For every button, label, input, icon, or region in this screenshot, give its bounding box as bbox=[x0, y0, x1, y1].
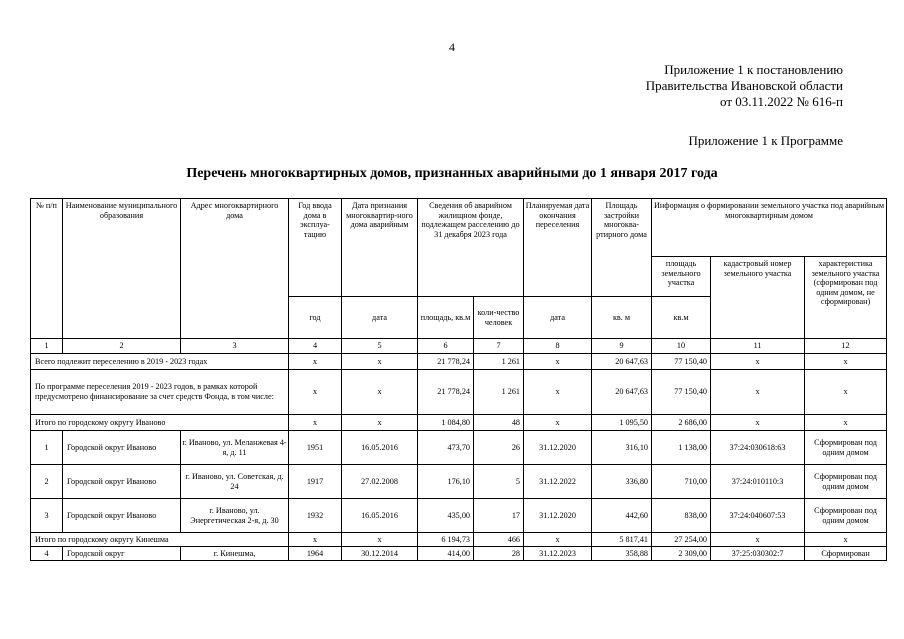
cell-year: х bbox=[289, 370, 342, 415]
col-header-mo: Наименование муниципального образования bbox=[63, 199, 181, 339]
summary-label: Всего подлежит переселению в 2019 - 2023 годах bbox=[31, 354, 289, 370]
document-title: Перечень многоквартирных домов, признанных аварийными до 1 января 2017 года bbox=[186, 166, 718, 181]
cell-year: х bbox=[289, 415, 342, 431]
unit-date: дата bbox=[342, 297, 418, 339]
column-number: 10 bbox=[652, 339, 711, 354]
cell-date: 30.12.2014 bbox=[342, 547, 418, 561]
cell-people: 466 bbox=[474, 533, 524, 547]
cell-building-area: 5 817,41 bbox=[592, 533, 652, 547]
cell-land-area: 77 150,40 bbox=[652, 354, 711, 370]
cell-end-date: 31.12.2020 bbox=[524, 431, 592, 465]
column-number: 4 bbox=[289, 339, 342, 354]
summary-row-ivanovo bbox=[31, 415, 887, 431]
cell-area: 21 778,24 bbox=[418, 370, 474, 415]
cell-land-char: х bbox=[805, 354, 887, 370]
cell-mo: Городской округ Иваново bbox=[63, 431, 181, 465]
column-number: 12 bbox=[805, 339, 887, 354]
page-number: 4 bbox=[449, 40, 455, 54]
cell-cadastral: х bbox=[711, 370, 805, 415]
col-header-land-area: площадь земельного участка bbox=[652, 257, 711, 297]
program-appendix: Приложение 1 к Программе bbox=[688, 133, 843, 148]
cell-cadastral: 37:24:040607:53 bbox=[711, 499, 805, 533]
summary-row-total bbox=[31, 354, 887, 370]
cell-land-char: х bbox=[805, 415, 887, 431]
col-header-fund: Сведения об аварийном жилищном фонде, подлежащем расселению до 31 декабря 2023 года bbox=[418, 199, 524, 297]
cell-num: 4 bbox=[31, 547, 63, 561]
cell-people: 26 bbox=[474, 431, 524, 465]
col-header-land-char: характеристика земельного участка (сформирован под одним домом, не сформирован) bbox=[805, 257, 887, 339]
cell-num: 2 bbox=[31, 465, 63, 499]
table-row bbox=[31, 547, 887, 561]
cell-building-area: 442,60 bbox=[592, 499, 652, 533]
cell-end-date: х bbox=[524, 354, 592, 370]
cell-land-char: Сформирован bbox=[805, 547, 887, 561]
column-number: 6 bbox=[418, 339, 474, 354]
cell-num: 3 bbox=[31, 499, 63, 533]
unit-land-area: кв.м bbox=[652, 297, 711, 339]
summary-label: Итого по городскому округу Иваново bbox=[31, 415, 289, 431]
cell-building-area: 20 647,63 bbox=[592, 370, 652, 415]
cell-area: 414,00 bbox=[418, 547, 474, 561]
summary-row-program bbox=[31, 370, 887, 415]
cell-date: 16.05.2016 bbox=[342, 499, 418, 533]
cell-num: 1 bbox=[31, 431, 63, 465]
cell-address: г. Иваново, ул. Меланжевая 4-я, д. 11 bbox=[181, 431, 289, 465]
cell-end-date: х bbox=[524, 533, 592, 547]
cell-people: 1 261 bbox=[474, 370, 524, 415]
cell-people: 17 bbox=[474, 499, 524, 533]
cell-people: 5 bbox=[474, 465, 524, 499]
table-row bbox=[31, 499, 887, 533]
cell-people: 48 bbox=[474, 415, 524, 431]
cell-land-char: х bbox=[805, 370, 887, 415]
cell-building-area: 316,10 bbox=[592, 431, 652, 465]
cell-mo: Городской округ bbox=[63, 547, 181, 561]
cell-people: 28 bbox=[474, 547, 524, 561]
column-number: 7 bbox=[474, 339, 524, 354]
column-number: 11 bbox=[711, 339, 805, 354]
cell-end-date: х bbox=[524, 370, 592, 415]
cell-cadastral: 37:25:030302:7 bbox=[711, 547, 805, 561]
cell-building-area: 358,88 bbox=[592, 547, 652, 561]
col-header-num: № п/п bbox=[31, 199, 63, 339]
cell-end-date: 31.12.2022 bbox=[524, 465, 592, 499]
unit-area: площадь, кв.м bbox=[418, 297, 474, 339]
col-header-building-area: Площадь застройки многоква-ртирного дома bbox=[592, 199, 652, 297]
cell-cadastral: х bbox=[711, 354, 805, 370]
cell-area: 435,00 bbox=[418, 499, 474, 533]
cell-date: х bbox=[342, 415, 418, 431]
cell-area: 176,10 bbox=[418, 465, 474, 499]
cell-area: 473,70 bbox=[418, 431, 474, 465]
cell-land-char: х bbox=[805, 533, 887, 547]
cell-date: х bbox=[342, 533, 418, 547]
cell-year: 1951 bbox=[289, 431, 342, 465]
cell-address: г. Иваново, ул. Советская, д. 24 bbox=[181, 465, 289, 499]
cell-land-area: 27 254,00 bbox=[652, 533, 711, 547]
cell-building-area: 1 095,50 bbox=[592, 415, 652, 431]
summary-label: Итого по городскому округу Кинешма bbox=[31, 533, 289, 547]
header-row-1 bbox=[31, 199, 887, 257]
unit-people: коли-чество человек bbox=[474, 297, 524, 339]
col-header-date: Дата признания многоквартир-ного дома аварийным bbox=[342, 199, 418, 297]
cell-land-char: Сформирован под одним домом bbox=[805, 465, 887, 499]
cell-land-area: 838,00 bbox=[652, 499, 711, 533]
cell-land-area: 77 150,40 bbox=[652, 370, 711, 415]
cell-year: 1932 bbox=[289, 499, 342, 533]
cell-building-area: 20 647,63 bbox=[592, 354, 652, 370]
cell-cadastral: х bbox=[711, 415, 805, 431]
col-header-year: Год ввода дома в эксплуа-тацию bbox=[289, 199, 342, 297]
houses-table bbox=[30, 198, 887, 561]
table-row bbox=[31, 431, 887, 465]
header-line-2: Правительства Ивановской области bbox=[645, 78, 843, 93]
cell-date: х bbox=[342, 370, 418, 415]
cell-address: г. Иваново, ул. Энергетическая 2-я, д. 30 bbox=[181, 499, 289, 533]
unit-building-area: кв. м bbox=[592, 297, 652, 339]
cell-people: 1 261 bbox=[474, 354, 524, 370]
column-number: 2 bbox=[63, 339, 181, 354]
cell-area: 6 194,73 bbox=[418, 533, 474, 547]
cell-date: 27.02.2008 bbox=[342, 465, 418, 499]
cell-year: 1917 bbox=[289, 465, 342, 499]
summary-row-kineshma bbox=[31, 533, 887, 547]
cell-end-date: х bbox=[524, 415, 592, 431]
summary-label: По программе переселения 2019 - 2023 годов, в рамках которой предусмотрено финансирование за счет средств Фонда, в том числе: bbox=[31, 370, 289, 415]
column-number: 3 bbox=[181, 339, 289, 354]
header-line-3: от 03.11.2022 № 616-п bbox=[720, 94, 843, 109]
cell-end-date: 31.12.2023 bbox=[524, 547, 592, 561]
cell-land-area: 1 138,00 bbox=[652, 431, 711, 465]
cell-address: г. Кинешма, bbox=[181, 547, 289, 561]
cell-year: х bbox=[289, 354, 342, 370]
cell-date: 16.05.2016 bbox=[342, 431, 418, 465]
unit-end-date: дата bbox=[524, 297, 592, 339]
cell-land-area: 2 686,00 bbox=[652, 415, 711, 431]
col-header-address: Адрес многоквартирного дома bbox=[181, 199, 289, 339]
cell-cadastral: х bbox=[711, 533, 805, 547]
cell-mo: Городской округ Иваново bbox=[63, 465, 181, 499]
cell-building-area: 336,80 bbox=[592, 465, 652, 499]
cell-land-char: Сформирован под одним домом bbox=[805, 499, 887, 533]
cell-area: 1 084,80 bbox=[418, 415, 474, 431]
cell-cadastral: 37:24:030618:63 bbox=[711, 431, 805, 465]
cell-land-area: 2 309,00 bbox=[652, 547, 711, 561]
cell-date: х bbox=[342, 354, 418, 370]
column-numbers-row bbox=[31, 339, 887, 354]
cell-land-area: 710,00 bbox=[652, 465, 711, 499]
header-line-1: Приложение 1 к постановлению bbox=[664, 62, 843, 77]
cell-year: 1964 bbox=[289, 547, 342, 561]
column-number: 1 bbox=[31, 339, 63, 354]
col-header-cadastral: кадастровый номер земельного участка bbox=[711, 257, 805, 339]
cell-area: 21 778,24 bbox=[418, 354, 474, 370]
unit-year: год bbox=[289, 297, 342, 339]
cell-land-char: Сформирован под одним домом bbox=[805, 431, 887, 465]
cell-end-date: 31.12.2020 bbox=[524, 499, 592, 533]
col-header-land-info: Информация о формировании земельного участка под аварийным многоквартирным домом bbox=[652, 199, 887, 257]
column-number: 5 bbox=[342, 339, 418, 354]
cell-cadastral: 37:24:010110:3 bbox=[711, 465, 805, 499]
cell-year: х bbox=[289, 533, 342, 547]
col-header-end-date: Планируемая дата окончания переселения bbox=[524, 199, 592, 297]
cell-mo: Городской округ Иваново bbox=[63, 499, 181, 533]
column-number: 9 bbox=[592, 339, 652, 354]
column-number: 8 bbox=[524, 339, 592, 354]
document-header bbox=[646, 62, 843, 110]
table-row bbox=[31, 465, 887, 499]
